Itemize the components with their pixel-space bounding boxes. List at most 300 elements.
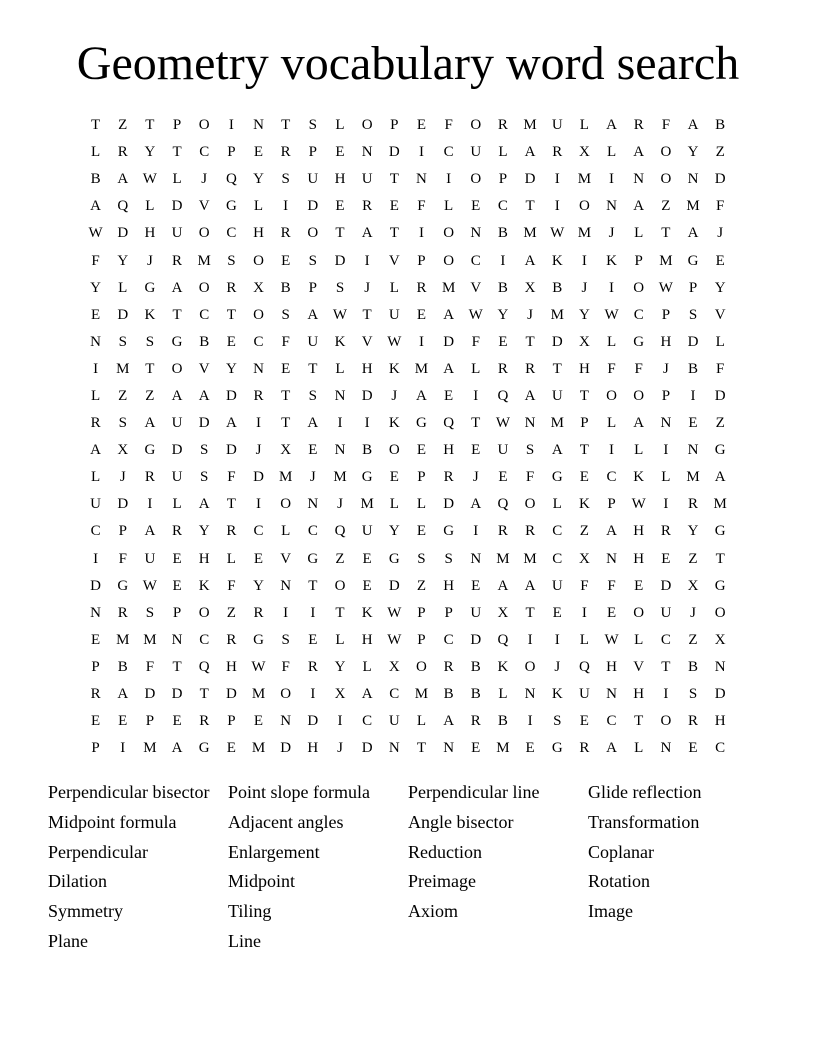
grid-letter: G [171,333,183,350]
grid-letter: G [416,415,427,432]
grid-letter: H [443,442,455,459]
grid-letter: U [171,415,183,432]
grid-letter: L [498,686,508,703]
grid-letter: C [389,686,400,703]
grid-letter: V [280,550,292,567]
grid-letter: F [145,658,155,675]
grid-letter: P [118,523,127,540]
grid-letter: C [497,198,508,215]
grid-letter: D [388,577,400,594]
grid-letter: L [715,333,725,350]
grid-letter: E [90,631,101,648]
grid-letter: M [414,360,429,377]
grid-letter: V [714,306,726,323]
grid-letter: B [280,279,291,296]
grid-letter: X [578,333,590,350]
grid-letter: U [388,306,400,323]
grid-letter: D [307,713,319,730]
grid-letter: X [578,144,590,161]
grid-letter: N [90,333,101,350]
grid-letter: O [443,225,455,242]
grid-letter: E [634,577,644,594]
grid-letter: I [473,387,479,404]
grid-row [82,464,734,491]
grid-letter: J [527,306,533,323]
grid-letter: D [443,333,455,350]
grid-letter: E [90,306,101,323]
grid-letter: N [280,713,292,730]
grid-letter: U [660,604,672,621]
grid-letter: S [335,279,345,296]
word-list-item: Perpendicular line [408,782,540,802]
grid-letter: L [579,631,589,648]
grid-letter: P [145,713,155,730]
grid-letter: U [551,387,563,404]
grid-letter: C [199,631,210,648]
grid-letter: I [609,279,615,296]
grid-row [82,139,734,166]
grid-letter: R [117,144,128,161]
grid-letter: R [688,713,699,730]
grid-letter: L [172,171,182,188]
grid-letter: A [470,496,482,513]
grid-letter: L [253,198,264,215]
grid-letter: I [690,387,696,404]
grid-letter: L [634,225,644,242]
grid-letter: U [470,604,482,621]
grid-letter: C [253,523,264,540]
grid-letter: G [361,469,373,486]
grid-letter: B [117,658,128,675]
grid-letter: D [90,577,101,594]
grid-letter: Y [687,144,699,161]
grid-letter: Z [416,577,427,594]
grid-letter: Z [145,387,155,404]
grid-letter: C [90,523,101,540]
grid-letter: N [524,686,536,703]
grid-letter: W [495,415,510,432]
grid-letter: J [554,658,561,675]
grid-letter: I [609,442,615,459]
grid-letter: Z [688,550,698,567]
grid-letter: N [714,658,726,675]
grid-letter: O [470,117,482,134]
grid-letter: D [714,686,726,703]
grid-letter: Y [253,577,264,594]
grid-letter: Y [198,523,210,540]
grid-letter: I [283,604,289,621]
grid-letter: M [333,469,347,486]
grid-letter: A [198,496,210,513]
grid-letter: R [226,523,237,540]
grid-letter: I [364,252,370,269]
grid-letter: I [500,252,506,269]
grid-letter: P [661,306,671,323]
grid-letter: O [524,496,536,513]
grid-letter: A [144,523,156,540]
grid-letter: U [171,225,183,242]
grid-letter: D [117,306,129,323]
grid-letter: U [90,496,101,513]
grid-letter: Q [497,496,509,513]
grid-letter: P [91,740,100,757]
grid-letter: M [116,360,130,377]
grid-letter: G [253,631,264,648]
grid-letter: N [606,198,617,215]
grid-letter: O [388,442,400,459]
grid-letter: P [661,387,671,404]
grid-letter: B [688,360,699,377]
grid-letter: N [633,171,645,188]
grid-letter: B [497,279,508,296]
grid-letter: Z [715,415,725,432]
word-list-item: Glide reflection [588,782,702,802]
grid-letter: E [688,415,698,432]
grid-letter: K [388,360,400,377]
grid-letter: E [416,117,427,134]
grid-letter: E [172,577,182,594]
grid-letter: I [581,252,587,269]
grid-letter: F [525,469,535,486]
grid-letter: H [225,658,237,675]
grid-letter: T [90,117,101,134]
grid-letter: S [308,387,317,404]
grid-letter: R [362,198,373,215]
grid-letter: J [581,279,588,296]
grid-letter: O [660,713,672,730]
grid-letter: N [361,144,373,161]
grid-letter: W [142,171,157,188]
grid-letter: E [552,604,562,621]
grid-letter: A [416,387,427,404]
grid-letter: Y [117,252,129,269]
word-list-item: Tiling [228,901,272,922]
grid-letter: A [551,442,563,459]
grid-letter: P [91,658,100,675]
grid-letter: D [524,171,536,188]
grid-letter: H [443,577,455,594]
grid-letter: D [361,740,373,757]
grid-letter: N [388,740,400,757]
grid-letter: C [552,523,563,540]
grid-letter: A [443,713,455,730]
grid-letter: Z [118,117,128,134]
grid-letter: M [686,198,700,215]
grid-letter: O [633,387,645,404]
word-list-item: Axiom [408,901,459,922]
grid-letter: X [524,279,536,296]
grid-letter: L [389,496,399,513]
grid-letter: G [714,577,726,594]
grid-letter: R [443,658,454,675]
grid-letter: T [172,658,182,675]
grid-letter: R [497,523,508,540]
grid-letter: W [550,225,565,242]
grid-letter: J [391,387,398,404]
grid-letter: P [308,279,317,296]
grid-letter: G [443,523,455,540]
grid-letter: K [578,496,590,513]
grid-letter: A [443,360,455,377]
grid-letter: J [690,604,696,621]
grid-letter: T [389,225,399,242]
grid-letter: D [388,144,400,161]
word-list-item: Point slope formula [228,782,370,802]
grid-letter: Z [661,198,671,215]
grid-letter: D [714,387,726,404]
grid-letter: I [283,198,289,215]
grid-letter: Z [688,631,698,648]
grid-letter: J [309,469,316,486]
grid-letter: K [497,658,509,675]
grid-letter: F [91,252,100,269]
grid-letter: D [144,686,156,703]
grid-letter: Y [90,279,101,296]
grid-letter: I [120,740,126,757]
grid-letter: T [416,740,427,757]
grid-row [82,654,734,681]
grid-letter: B [90,171,101,188]
grid-letter: M [523,550,537,567]
grid-letter: R [253,387,264,404]
grid-letter: N [606,686,617,703]
grid-letter: C [606,469,617,486]
grid-letter: F [716,360,725,377]
grid-letter: E [335,198,345,215]
grid-letter: L [362,658,372,675]
grid-letter: W [387,604,402,621]
grid-letter: M [360,496,374,513]
grid-letter: L [172,496,182,513]
grid-letter: L [634,442,644,459]
grid-letter: O [443,252,455,269]
grid-letter: O [578,198,590,215]
grid-letter: S [417,550,426,567]
grid-letter: M [550,306,564,323]
grid-letter: U [361,171,373,188]
grid-letter: T [172,306,182,323]
grid-letter: C [470,252,481,269]
grid-letter: N [606,550,617,567]
grid-letter: K [361,604,373,621]
grid-row [82,383,734,410]
grid-letter: O [660,144,672,161]
grid-letter: P [498,171,508,188]
grid-letter: I [554,198,560,215]
grid-letter: E [389,469,399,486]
grid-letter: M [577,225,592,242]
grid-letter: D [225,387,237,404]
grid-letter: T [145,360,155,377]
grid-letter: T [661,225,671,242]
grid-letter: F [281,333,290,350]
grid-letter: S [145,604,155,621]
grid-letter: E [416,442,427,459]
grid-letter: X [388,658,400,675]
grid-letter: H [606,658,617,675]
grid-letter: L [416,713,427,730]
grid-letter: J [119,469,126,486]
grid-letter: N [660,740,672,757]
grid-letter: D [117,496,129,513]
grid-letter: G [144,442,156,459]
grid-row [82,437,734,464]
grid-letter: C [253,333,264,350]
grid-letter: H [660,333,672,350]
grid-letter: X [280,442,292,459]
grid-letter: S [688,686,698,703]
grid-letter: G [551,740,563,757]
grid-letter: T [335,604,345,621]
grid-letter: C [660,631,671,648]
grid-letter: L [118,279,128,296]
grid-letter: L [90,387,101,404]
grid-letter: P [417,469,426,486]
grid-letter: S [281,631,290,648]
grid-letter: R [199,713,210,730]
grid-letter: A [361,225,373,242]
grid-letter: C [633,306,644,323]
grid-letter: C [443,144,454,161]
grid-row [82,708,734,735]
grid-letter: L [335,631,345,648]
grid-letter: K [551,252,563,269]
grid-letter: Y [144,144,156,161]
grid-letter: B [470,686,481,703]
grid-letter: T [552,360,562,377]
grid-letter: K [144,306,156,323]
grid-letter: P [227,144,236,161]
grid-letter: E [525,740,535,757]
grid-letter: E [688,740,698,757]
grid-letter: S [688,306,698,323]
grid-letter: J [364,279,371,296]
grid-letter: T [226,306,236,323]
grid-letter: L [471,360,481,377]
grid-letter: T [525,604,535,621]
word-list-item: Adjacent angles [228,811,344,832]
grid-letter: F [607,577,616,594]
grid-row [82,166,734,193]
grid-letter: V [198,198,210,215]
grid-letter: W [468,306,483,323]
grid-letter: M [279,469,293,486]
grid-letter: R [253,604,264,621]
grid-letter: L [90,469,101,486]
grid-letter: S [281,171,290,188]
grid-letter: A [524,387,536,404]
grid-letter: E [308,442,318,459]
word-list-item: Transformation [588,811,700,832]
grid-letter: Z [715,144,725,161]
grid-letter: Z [335,550,345,567]
grid-letter: L [552,496,562,513]
grid-letter: L [579,117,589,134]
grid-letter: J [255,442,262,459]
grid-letter: G [198,740,210,757]
grid-letter: N [660,415,672,432]
grid-letter: I [663,686,669,703]
grid-letter: E [444,387,454,404]
grid-letter: E [498,469,508,486]
grid-letter: Z [579,523,589,540]
grid-letter: D [687,333,699,350]
grid-letter: E [253,550,264,567]
grid-letter: W [142,577,157,594]
grid-letter: W [387,333,402,350]
grid-letter: L [606,144,617,161]
grid-row [82,627,734,654]
grid-row [82,356,734,383]
grid-letter: A [225,415,237,432]
grid-letter: Y [334,658,346,675]
grid-letter: D [117,225,129,242]
grid-letter: F [118,550,127,567]
grid-letter: A [307,306,319,323]
grid-letter: S [444,550,453,567]
grid-letter: A [307,415,319,432]
grid-letter: D [198,415,210,432]
grid-letter: P [417,631,426,648]
grid-letter: V [361,333,373,350]
grid-letter: I [609,171,615,188]
grid-letter: O [334,577,346,594]
grid-letter: L [416,496,427,513]
grid-letter: E [471,198,481,215]
grid-letter: T [661,658,671,675]
grid-row [82,220,734,247]
grid-letter: I [147,496,153,513]
grid-letter: F [281,658,290,675]
grid-letter: Y [497,306,509,323]
grid-letter: T [335,225,345,242]
grid-letter: N [253,360,264,377]
grid-letter: F [417,198,426,215]
grid-letter: M [414,686,429,703]
grid-letter: I [256,496,262,513]
grid-letter: P [417,252,426,269]
grid-letter: O [280,686,292,703]
grid-letter: T [281,117,291,134]
grid-letter: N [524,415,536,432]
grid-letter: A [117,686,129,703]
grid-letter: P [227,713,236,730]
grid-letter: V [388,252,400,269]
grid-letter: O [470,171,482,188]
grid-letter: M [143,740,157,757]
grid-letter: V [470,279,482,296]
grid-letter: O [524,658,536,675]
grid-letter: T [308,577,318,594]
grid-letter: A [606,117,617,134]
grid-letter: B [552,279,563,296]
grid-letter: E [90,713,101,730]
grid-letter: C [307,523,318,540]
grid-letter: U [470,144,482,161]
grid-letter: T [281,415,291,432]
grid-letter: A [524,577,536,594]
grid-letter: F [580,577,589,594]
grid-letter: E [661,550,671,567]
grid-letter: I [93,550,99,567]
grid-letter: I [418,144,424,161]
grid-letter: G [714,523,726,540]
grid-letter: I [364,415,370,432]
grid-letter: G [388,550,400,567]
grid-letter: R [172,252,183,269]
grid-letter: E [281,360,291,377]
grid-letter: A [171,740,183,757]
